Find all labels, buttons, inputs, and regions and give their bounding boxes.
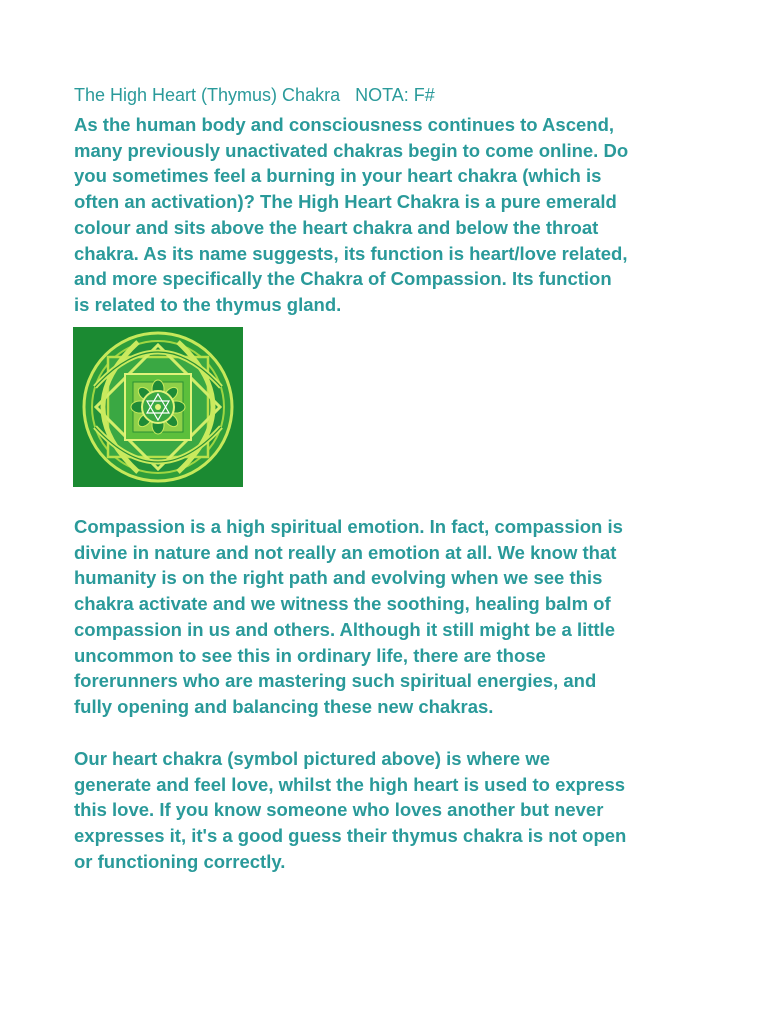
text-line: colour and sits above the heart chakra and below the throat (74, 216, 599, 238)
text-line: compassion in us and others. Although it still might be a little (74, 618, 615, 640)
text-line: you sometimes feel a burning in your heart chakra (which is (74, 165, 602, 187)
text-line: often an activation)? The High Heart Chakra is a pure emerald (74, 191, 617, 213)
text-line: generate and feel love, whilst the high heart is used to express (74, 773, 626, 795)
text-line: expresses it, it's a good guess their thymus chakra is not open (74, 825, 627, 847)
text-line: chakra activate and we witness the soothing, healing balm of (74, 593, 611, 615)
text-line: Compassion is a high spiritual emotion. In fact, compassion is (74, 516, 623, 537)
text-line: uncommon to see this in ordinary life, there are those (74, 644, 546, 666)
text-line: this love. If you know someone who loves another but never (74, 799, 604, 821)
text-line: Our heart chakra (symbol pictured above) is where we (74, 748, 551, 769)
text-line: forerunners who are mastering such spiritual energies, and (74, 670, 597, 692)
document-title: The High Heart (Thymus) Chakra NOTA: F# (74, 85, 435, 105)
paragraph-heart-chakra (74, 746, 714, 875)
text-line: fully opening and balancing these new chakras. (74, 695, 494, 717)
text-line: or functioning correctly. (74, 850, 286, 872)
text-line: is related to the thymus gland. (74, 293, 342, 315)
heart-chakra-mandala-icon (73, 327, 243, 487)
text-line: chakra. As its name suggests, its function is heart/love related, (74, 242, 628, 264)
text-line: As the human body and consciousness continues to Ascend, (74, 114, 615, 135)
paragraph-intro (74, 112, 714, 318)
text-line: divine in nature and not really an emotion at all. We know that (74, 541, 617, 563)
text-line: many previously unactivated chakras begin to come online. Do (74, 139, 629, 161)
text-line: and more specifically the Chakra of Compassion. Its function (74, 268, 612, 290)
paragraph-compassion (74, 514, 714, 720)
text-line: humanity is on the right path and evolving when we see this (74, 567, 603, 589)
